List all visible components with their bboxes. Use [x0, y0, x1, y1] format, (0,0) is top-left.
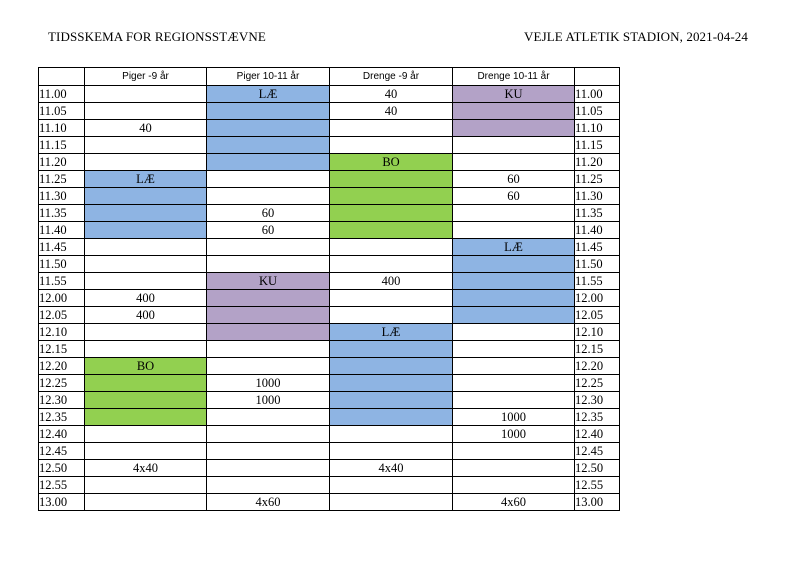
event-cell: 400 [330, 273, 453, 290]
event-cell: 4x60 [453, 494, 575, 511]
event-cell [453, 477, 575, 494]
event-cell [207, 341, 330, 358]
time-cell: 11.55 [39, 273, 85, 290]
time-cell-right: 12.05 [575, 307, 620, 324]
event-cell [453, 137, 575, 154]
event-cell [85, 103, 207, 120]
event-cell: BO [330, 154, 453, 171]
table-row [39, 477, 620, 494]
table-row [39, 120, 620, 137]
time-cell: 12.55 [39, 477, 85, 494]
time-cell: 12.15 [39, 341, 85, 358]
event-cell [453, 392, 575, 409]
table-row [39, 290, 620, 307]
event-cell [330, 375, 453, 392]
event-cell [85, 409, 207, 426]
event-cell [85, 137, 207, 154]
table-row [39, 273, 620, 290]
event-cell [453, 103, 575, 120]
event-cell [330, 443, 453, 460]
event-cell [453, 307, 575, 324]
time-cell-right: 11.05 [575, 103, 620, 120]
event-cell: 60 [207, 205, 330, 222]
time-cell: 12.50 [39, 460, 85, 477]
time-cell-right: 12.20 [575, 358, 620, 375]
table-row [39, 443, 620, 460]
event-cell [207, 256, 330, 273]
event-cell [85, 443, 207, 460]
event-cell: 1000 [207, 392, 330, 409]
time-cell-right: 11.15 [575, 137, 620, 154]
event-cell [207, 426, 330, 443]
table-row [39, 205, 620, 222]
table-row [39, 341, 620, 358]
event-cell: 60 [453, 188, 575, 205]
event-cell [453, 205, 575, 222]
event-cell: 1000 [207, 375, 330, 392]
time-cell: 11.00 [39, 86, 85, 103]
event-cell [453, 222, 575, 239]
time-cell: 11.05 [39, 103, 85, 120]
table-row [39, 256, 620, 273]
event-cell [330, 137, 453, 154]
event-cell [207, 409, 330, 426]
table-row [39, 426, 620, 443]
event-cell [85, 188, 207, 205]
time-cell-right: 12.50 [575, 460, 620, 477]
event-cell [207, 171, 330, 188]
event-cell [330, 222, 453, 239]
event-cell [453, 341, 575, 358]
event-cell [85, 324, 207, 341]
time-cell: 12.10 [39, 324, 85, 341]
event-cell [330, 358, 453, 375]
table-row [39, 358, 620, 375]
event-cell [453, 120, 575, 137]
column-header [575, 68, 620, 86]
time-cell: 12.35 [39, 409, 85, 426]
event-cell [207, 477, 330, 494]
header-row [39, 68, 620, 86]
event-cell [85, 86, 207, 103]
event-cell [330, 188, 453, 205]
event-cell [330, 307, 453, 324]
table-row [39, 409, 620, 426]
event-cell [330, 409, 453, 426]
event-cell: LÆ [85, 171, 207, 188]
time-cell: 12.00 [39, 290, 85, 307]
event-cell [453, 375, 575, 392]
event-cell [207, 188, 330, 205]
time-cell: 11.30 [39, 188, 85, 205]
time-cell: 11.50 [39, 256, 85, 273]
event-cell [330, 120, 453, 137]
time-cell-right: 12.30 [575, 392, 620, 409]
event-cell [207, 120, 330, 137]
time-cell: 11.45 [39, 239, 85, 256]
table-row [39, 171, 620, 188]
event-cell [85, 477, 207, 494]
table-row [39, 86, 620, 103]
page-title: TIDSSKEMA FOR REGIONSSTÆVNE [48, 29, 266, 44]
time-cell-right: 11.55 [575, 273, 620, 290]
event-cell [330, 171, 453, 188]
table-row [39, 188, 620, 205]
event-cell: 4x60 [207, 494, 330, 511]
event-cell [453, 290, 575, 307]
event-cell [207, 460, 330, 477]
time-cell: 11.25 [39, 171, 85, 188]
event-cell [453, 443, 575, 460]
column-header-drenge-9: Drenge -9 år [330, 68, 453, 86]
event-cell: 400 [85, 307, 207, 324]
event-cell [207, 137, 330, 154]
time-cell-right: 11.30 [575, 188, 620, 205]
event-cell: 1000 [453, 426, 575, 443]
time-cell-right: 11.50 [575, 256, 620, 273]
time-cell-right: 12.35 [575, 409, 620, 426]
event-cell [453, 358, 575, 375]
time-cell: 11.15 [39, 137, 85, 154]
event-cell: KU [207, 273, 330, 290]
event-cell [207, 290, 330, 307]
event-cell [85, 205, 207, 222]
event-cell [330, 477, 453, 494]
event-cell [330, 256, 453, 273]
event-cell [207, 307, 330, 324]
column-header [39, 68, 85, 86]
table-row [39, 103, 620, 120]
event-cell [330, 494, 453, 511]
time-cell-right: 11.40 [575, 222, 620, 239]
time-cell-right: 12.25 [575, 375, 620, 392]
table-row [39, 137, 620, 154]
table-row [39, 154, 620, 171]
time-cell-right: 12.45 [575, 443, 620, 460]
event-cell [85, 273, 207, 290]
column-header-piger-9: Piger -9 år [85, 68, 207, 86]
table-row [39, 239, 620, 256]
event-cell: LÆ [453, 239, 575, 256]
event-cell: 40 [85, 120, 207, 137]
time-cell: 12.25 [39, 375, 85, 392]
event-cell [330, 341, 453, 358]
event-cell: BO [85, 358, 207, 375]
time-cell: 11.35 [39, 205, 85, 222]
time-cell: 11.40 [39, 222, 85, 239]
event-cell: KU [453, 86, 575, 103]
event-cell [207, 239, 330, 256]
event-cell [85, 426, 207, 443]
event-cell [85, 375, 207, 392]
event-cell [330, 426, 453, 443]
time-cell-right: 11.45 [575, 239, 620, 256]
event-cell [453, 273, 575, 290]
event-cell: 40 [330, 103, 453, 120]
time-cell: 11.10 [39, 120, 85, 137]
time-cell-right: 11.35 [575, 205, 620, 222]
column-header-piger-10-11: Piger 10-11 år [207, 68, 330, 86]
venue-date: VEJLE ATLETIK STADION, 2021-04-24 [524, 29, 748, 44]
time-cell-right: 12.15 [575, 341, 620, 358]
time-cell-right: 12.00 [575, 290, 620, 307]
event-cell: 4x40 [330, 460, 453, 477]
event-cell [207, 154, 330, 171]
event-cell [330, 392, 453, 409]
event-cell [85, 392, 207, 409]
time-cell: 12.20 [39, 358, 85, 375]
time-cell-right: 11.10 [575, 120, 620, 137]
time-cell-right: 13.00 [575, 494, 620, 511]
time-cell: 12.05 [39, 307, 85, 324]
time-cell: 12.45 [39, 443, 85, 460]
event-cell [453, 256, 575, 273]
table-row [39, 460, 620, 477]
table-row [39, 494, 620, 511]
event-cell [330, 205, 453, 222]
event-cell [85, 494, 207, 511]
event-cell [453, 460, 575, 477]
event-cell [453, 154, 575, 171]
table-row [39, 324, 620, 341]
time-cell-right: 11.20 [575, 154, 620, 171]
event-cell: LÆ [330, 324, 453, 341]
time-cell: 12.30 [39, 392, 85, 409]
table-row [39, 222, 620, 239]
time-cell: 11.20 [39, 154, 85, 171]
table-row [39, 392, 620, 409]
time-cell-right: 12.55 [575, 477, 620, 494]
event-cell: 60 [207, 222, 330, 239]
event-cell [207, 103, 330, 120]
schedule-table [38, 67, 620, 511]
table-row [39, 375, 620, 392]
event-cell: LÆ [207, 86, 330, 103]
event-cell: 40 [330, 86, 453, 103]
event-cell [453, 324, 575, 341]
event-cell [330, 290, 453, 307]
event-cell [85, 154, 207, 171]
event-cell: 4x40 [85, 460, 207, 477]
event-cell: 60 [453, 171, 575, 188]
event-cell [85, 239, 207, 256]
table-row [39, 307, 620, 324]
time-cell-right: 11.25 [575, 171, 620, 188]
event-cell [330, 239, 453, 256]
event-cell [207, 358, 330, 375]
event-cell: 1000 [453, 409, 575, 426]
event-cell: 400 [85, 290, 207, 307]
time-cell-right: 12.40 [575, 426, 620, 443]
event-cell [85, 256, 207, 273]
event-cell [207, 324, 330, 341]
time-cell: 12.40 [39, 426, 85, 443]
time-cell-right: 12.10 [575, 324, 620, 341]
event-cell [85, 341, 207, 358]
column-header-drenge-10-11: Drenge 10-11 år [453, 68, 575, 86]
event-cell [207, 443, 330, 460]
time-cell-right: 11.00 [575, 86, 620, 103]
event-cell [85, 222, 207, 239]
time-cell: 13.00 [39, 494, 85, 511]
